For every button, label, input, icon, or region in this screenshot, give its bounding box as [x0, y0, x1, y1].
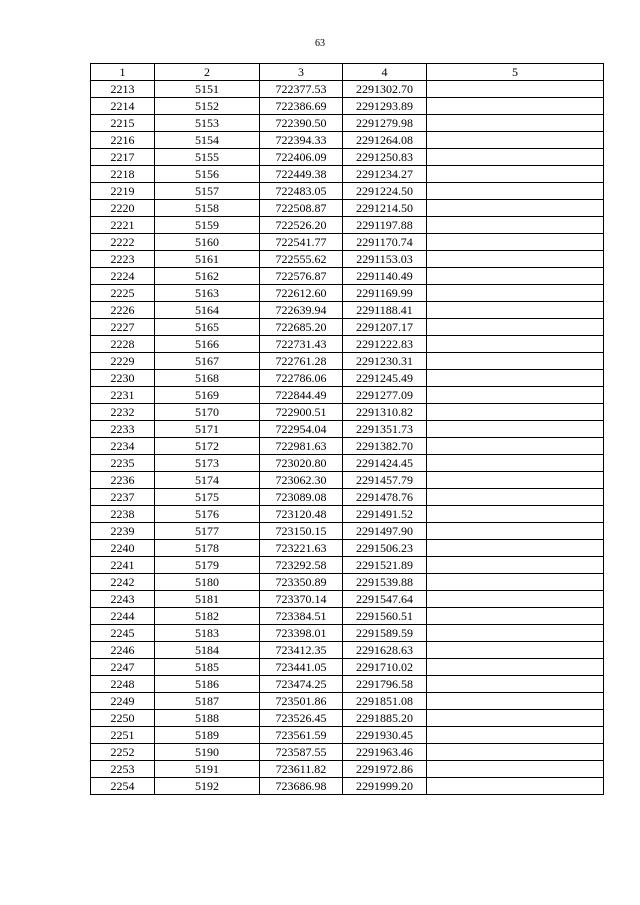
table-cell: 2243	[91, 591, 155, 608]
table-cell: 2251	[91, 727, 155, 744]
table-cell: 2229	[91, 353, 155, 370]
table-cell: 722639.94	[260, 302, 343, 319]
table-cell: 723350.89	[260, 574, 343, 591]
table-cell	[427, 319, 604, 336]
table-cell: 2291214.50	[343, 200, 427, 217]
table-cell: 5160	[155, 234, 260, 251]
table-cell: 2236	[91, 472, 155, 489]
table-cell: 5154	[155, 132, 260, 149]
coordinates-table	[90, 63, 604, 795]
table-cell: 2240	[91, 540, 155, 557]
table-cell: 2237	[91, 489, 155, 506]
table-cell	[427, 149, 604, 166]
table-cell: 2232	[91, 404, 155, 421]
table-row	[91, 404, 604, 421]
table-cell: 5156	[155, 166, 260, 183]
table-row	[91, 540, 604, 557]
table-cell: 2218	[91, 166, 155, 183]
table-cell	[427, 472, 604, 489]
table-cell: 722576.87	[260, 268, 343, 285]
table-cell: 2291245.49	[343, 370, 427, 387]
table-row	[91, 98, 604, 115]
table-cell: 2291170.74	[343, 234, 427, 251]
table-cell: 5178	[155, 540, 260, 557]
table-cell: 5176	[155, 506, 260, 523]
table-cell: 2291293.89	[343, 98, 427, 115]
table-cell: 2238	[91, 506, 155, 523]
table-cell	[427, 251, 604, 268]
table-cell: 2291310.82	[343, 404, 427, 421]
table-row	[91, 676, 604, 693]
table-cell: 2291796.58	[343, 676, 427, 693]
table-row	[91, 387, 604, 404]
table-cell: 723120.48	[260, 506, 343, 523]
table-cell: 723384.51	[260, 608, 343, 625]
table-cell: 2252	[91, 744, 155, 761]
table-cell: 2253	[91, 761, 155, 778]
table-cell	[427, 132, 604, 149]
table-row	[91, 761, 604, 778]
table-row	[91, 132, 604, 149]
table-cell: 722377.53	[260, 81, 343, 98]
table-row	[91, 659, 604, 676]
table-cell: 2213	[91, 81, 155, 98]
table-cell: 723526.45	[260, 710, 343, 727]
table-cell: 722761.28	[260, 353, 343, 370]
table-cell: 723611.82	[260, 761, 343, 778]
table-cell	[427, 268, 604, 285]
table-cell: 2291234.27	[343, 166, 427, 183]
table-row	[91, 166, 604, 183]
table-cell: 2291547.64	[343, 591, 427, 608]
table-cell	[427, 115, 604, 132]
table-cell	[427, 404, 604, 421]
table-cell: 722508.87	[260, 200, 343, 217]
table-row	[91, 489, 604, 506]
table-cell: 5177	[155, 523, 260, 540]
table-cell	[427, 489, 604, 506]
table-cell: 5191	[155, 761, 260, 778]
table-cell: 5170	[155, 404, 260, 421]
table-cell: 2291506.23	[343, 540, 427, 557]
table-cell: 5175	[155, 489, 260, 506]
table-cell: 2291628.63	[343, 642, 427, 659]
column-header: 4	[343, 64, 427, 81]
table-cell: 722612.60	[260, 285, 343, 302]
column-header: 1	[91, 64, 155, 81]
table-row	[91, 744, 604, 761]
table-row	[91, 710, 604, 727]
table-cell: 2291930.45	[343, 727, 427, 744]
table-cell: 2291539.88	[343, 574, 427, 591]
column-header: 2	[155, 64, 260, 81]
table-cell: 2245	[91, 625, 155, 642]
table-row	[91, 285, 604, 302]
table-cell: 2226	[91, 302, 155, 319]
table-cell: 5181	[155, 591, 260, 608]
table-row	[91, 319, 604, 336]
table-row	[91, 778, 604, 795]
table-row	[91, 608, 604, 625]
table-cell: 723370.14	[260, 591, 343, 608]
table-cell: 722541.77	[260, 234, 343, 251]
table-cell: 2230	[91, 370, 155, 387]
table-cell: 5169	[155, 387, 260, 404]
table-cell	[427, 574, 604, 591]
table-cell	[427, 693, 604, 710]
table-row	[91, 183, 604, 200]
table-cell: 2246	[91, 642, 155, 659]
table-cell: 5174	[155, 472, 260, 489]
table-cell: 2217	[91, 149, 155, 166]
table-row	[91, 438, 604, 455]
table-cell: 723561.59	[260, 727, 343, 744]
table-cell: 5185	[155, 659, 260, 676]
table-cell: 722954.04	[260, 421, 343, 438]
table-cell: 5152	[155, 98, 260, 115]
table-cell: 2291478.76	[343, 489, 427, 506]
table-cell: 2227	[91, 319, 155, 336]
table-cell: 5161	[155, 251, 260, 268]
table-cell: 5189	[155, 727, 260, 744]
table-cell: 2250	[91, 710, 155, 727]
table-cell: 2291560.51	[343, 608, 427, 625]
table-row	[91, 149, 604, 166]
table-cell: 2291207.17	[343, 319, 427, 336]
table-cell	[427, 353, 604, 370]
table-cell	[427, 506, 604, 523]
table-row	[91, 574, 604, 591]
table-cell: 2291885.20	[343, 710, 427, 727]
table-cell: 723412.35	[260, 642, 343, 659]
table-cell: 2291277.09	[343, 387, 427, 404]
table-cell: 5182	[155, 608, 260, 625]
table-cell: 722406.09	[260, 149, 343, 166]
table-cell: 2291491.52	[343, 506, 427, 523]
table-row	[91, 268, 604, 285]
table-row	[91, 200, 604, 217]
table-cell: 2235	[91, 455, 155, 472]
table-cell	[427, 761, 604, 778]
table-cell: 722386.69	[260, 98, 343, 115]
table-row	[91, 472, 604, 489]
table-cell: 2241	[91, 557, 155, 574]
table-cell: 2247	[91, 659, 155, 676]
table-cell: 2249	[91, 693, 155, 710]
table-cell: 2225	[91, 285, 155, 302]
table-cell: 5168	[155, 370, 260, 387]
column-header: 3	[260, 64, 343, 81]
table-cell: 2291382.70	[343, 438, 427, 455]
table-cell: 5153	[155, 115, 260, 132]
table-cell: 2234	[91, 438, 155, 455]
table-cell	[427, 421, 604, 438]
table-cell: 722786.06	[260, 370, 343, 387]
table-cell: 2291169.99	[343, 285, 427, 302]
table-cell: 5180	[155, 574, 260, 591]
table-cell: 5179	[155, 557, 260, 574]
table-cell	[427, 370, 604, 387]
table-cell: 2221	[91, 217, 155, 234]
table-cell	[427, 81, 604, 98]
table-cell: 723150.15	[260, 523, 343, 540]
table-cell: 2219	[91, 183, 155, 200]
table-cell: 2291250.83	[343, 149, 427, 166]
table-cell	[427, 727, 604, 744]
table-cell	[427, 659, 604, 676]
column-header: 5	[427, 64, 604, 81]
table-cell	[427, 642, 604, 659]
table-cell	[427, 438, 604, 455]
table-cell: 5162	[155, 268, 260, 285]
table-cell: 5164	[155, 302, 260, 319]
table-cell: 5158	[155, 200, 260, 217]
table-cell: 722449.38	[260, 166, 343, 183]
table-cell: 2291589.59	[343, 625, 427, 642]
table-cell: 2291963.46	[343, 744, 427, 761]
table-cell	[427, 710, 604, 727]
table-cell: 2291264.08	[343, 132, 427, 149]
table-cell	[427, 625, 604, 642]
table-row	[91, 591, 604, 608]
table-row	[91, 234, 604, 251]
table-cell	[427, 285, 604, 302]
table-cell: 2291279.98	[343, 115, 427, 132]
table-cell	[427, 336, 604, 353]
table-cell	[427, 387, 604, 404]
table-cell	[427, 455, 604, 472]
table-cell: 723062.30	[260, 472, 343, 489]
table-cell: 5190	[155, 744, 260, 761]
table-cell: 2291457.79	[343, 472, 427, 489]
table-row	[91, 523, 604, 540]
table-cell: 2291302.70	[343, 81, 427, 98]
table-cell: 2215	[91, 115, 155, 132]
table-cell: 2291224.50	[343, 183, 427, 200]
table-cell: 5163	[155, 285, 260, 302]
table-cell: 2239	[91, 523, 155, 540]
table-cell	[427, 523, 604, 540]
table-cell: 722731.43	[260, 336, 343, 353]
table-cell: 5159	[155, 217, 260, 234]
table-cell: 2244	[91, 608, 155, 625]
table-row	[91, 81, 604, 98]
table-row	[91, 251, 604, 268]
table-cell: 723441.05	[260, 659, 343, 676]
table-body	[91, 81, 604, 795]
table-cell: 2291222.83	[343, 336, 427, 353]
table-cell: 722900.51	[260, 404, 343, 421]
page-number: 63	[315, 38, 325, 49]
table-cell: 5184	[155, 642, 260, 659]
table-cell: 2291351.73	[343, 421, 427, 438]
table-cell	[427, 183, 604, 200]
table-cell: 2291153.03	[343, 251, 427, 268]
table-cell: 2231	[91, 387, 155, 404]
table-row	[91, 455, 604, 472]
table-cell	[427, 557, 604, 574]
table-cell: 2291999.20	[343, 778, 427, 795]
table-cell: 723020.80	[260, 455, 343, 472]
table-cell: 2291230.31	[343, 353, 427, 370]
table-cell: 723089.08	[260, 489, 343, 506]
table-cell: 5155	[155, 149, 260, 166]
table-cell: 2291972.86	[343, 761, 427, 778]
table-cell	[427, 591, 604, 608]
table-header-row	[91, 64, 604, 81]
table-cell: 2216	[91, 132, 155, 149]
table-cell: 723474.25	[260, 676, 343, 693]
table-cell: 2214	[91, 98, 155, 115]
table-cell: 2291851.08	[343, 693, 427, 710]
table-row	[91, 370, 604, 387]
table-cell: 2291424.45	[343, 455, 427, 472]
table-cell: 5187	[155, 693, 260, 710]
table-cell: 2291521.89	[343, 557, 427, 574]
table-row	[91, 642, 604, 659]
table-row	[91, 115, 604, 132]
table-cell	[427, 540, 604, 557]
table-cell: 2242	[91, 574, 155, 591]
table-cell: 2220	[91, 200, 155, 217]
table-row	[91, 302, 604, 319]
table-cell: 5173	[155, 455, 260, 472]
table-cell: 5186	[155, 676, 260, 693]
table-cell: 5167	[155, 353, 260, 370]
table-cell	[427, 676, 604, 693]
table-row	[91, 421, 604, 438]
table-cell: 5165	[155, 319, 260, 336]
table-cell	[427, 200, 604, 217]
table-cell: 2291188.41	[343, 302, 427, 319]
table-cell: 5188	[155, 710, 260, 727]
table-cell: 5172	[155, 438, 260, 455]
table-row	[91, 353, 604, 370]
table-cell: 5192	[155, 778, 260, 795]
table-cell: 723587.55	[260, 744, 343, 761]
table-cell: 722981.63	[260, 438, 343, 455]
table-row	[91, 336, 604, 353]
table-cell: 2291497.90	[343, 523, 427, 540]
table-cell: 2222	[91, 234, 155, 251]
table-cell	[427, 234, 604, 251]
table-cell: 2291140.49	[343, 268, 427, 285]
table-cell: 723501.86	[260, 693, 343, 710]
table-cell	[427, 744, 604, 761]
table-cell: 2248	[91, 676, 155, 693]
table-cell: 5151	[155, 81, 260, 98]
table-cell	[427, 302, 604, 319]
table-cell: 5183	[155, 625, 260, 642]
table-cell: 722390.50	[260, 115, 343, 132]
table-cell: 5171	[155, 421, 260, 438]
table-cell	[427, 217, 604, 234]
table-cell: 2291197.88	[343, 217, 427, 234]
table-cell: 2228	[91, 336, 155, 353]
table-cell: 722844.49	[260, 387, 343, 404]
table-cell: 2233	[91, 421, 155, 438]
table-cell: 2224	[91, 268, 155, 285]
table-cell: 722555.62	[260, 251, 343, 268]
table-cell	[427, 98, 604, 115]
table-cell: 722685.20	[260, 319, 343, 336]
table-cell: 2223	[91, 251, 155, 268]
table-cell: 722394.33	[260, 132, 343, 149]
table-cell: 723686.98	[260, 778, 343, 795]
table-row	[91, 693, 604, 710]
table-cell: 722526.20	[260, 217, 343, 234]
table-row	[91, 217, 604, 234]
table-cell: 5157	[155, 183, 260, 200]
table-cell	[427, 608, 604, 625]
table-row	[91, 506, 604, 523]
table-cell	[427, 778, 604, 795]
table-cell: 723221.63	[260, 540, 343, 557]
table-cell	[427, 166, 604, 183]
table-cell: 722483.05	[260, 183, 343, 200]
table-row	[91, 727, 604, 744]
table-cell: 723398.01	[260, 625, 343, 642]
table-row	[91, 557, 604, 574]
table-cell: 723292.58	[260, 557, 343, 574]
table-row	[91, 625, 604, 642]
table-cell: 5166	[155, 336, 260, 353]
table-cell: 2254	[91, 778, 155, 795]
table-cell: 2291710.02	[343, 659, 427, 676]
